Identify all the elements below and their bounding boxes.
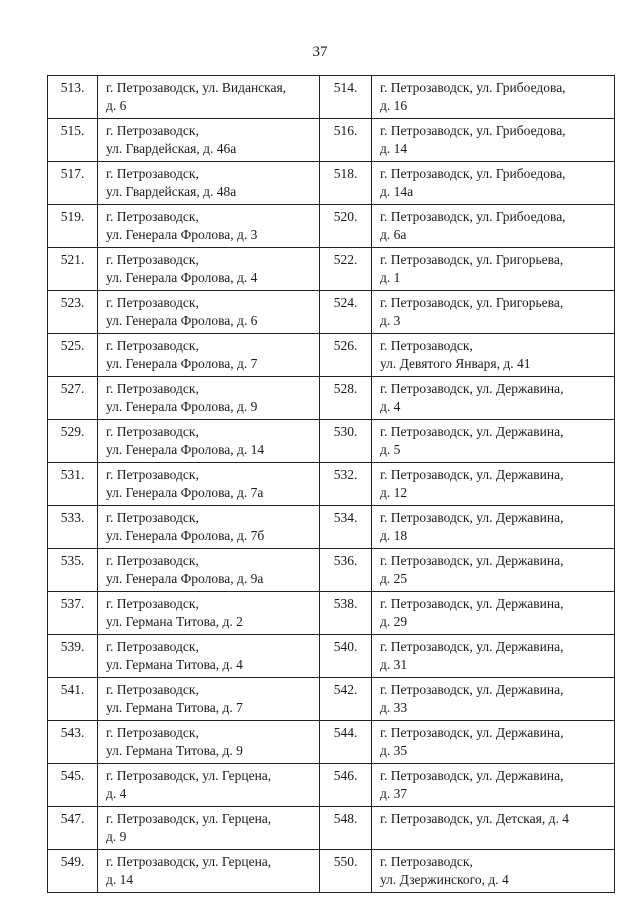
entry-number: 514. (320, 76, 372, 119)
entry-address (98, 592, 320, 635)
entry-number: 533. (48, 506, 98, 549)
entry-address (98, 205, 320, 248)
address-line: г. Петрозаводск, ул. Державина, (380, 553, 564, 568)
address-line: г. Петрозаводск, ул. Державина, (380, 639, 564, 654)
entry-address (372, 635, 615, 678)
address-line: д. 37 (380, 786, 408, 801)
entry-address (372, 850, 615, 893)
entry-number: 522. (320, 248, 372, 291)
address-line: ул. Гвардейская, д. 48а (106, 184, 237, 199)
address-line: г. Петрозаводск, (106, 510, 199, 525)
address-line: ул. Генерала Фролова, д. 9а (106, 571, 264, 586)
entry-number: 529. (48, 420, 98, 463)
address-line: д. 31 (380, 657, 408, 672)
entry-number: 530. (320, 420, 372, 463)
entry-number: 518. (320, 162, 372, 205)
entry-number: 535. (48, 549, 98, 592)
address-line: д. 9 (106, 829, 127, 844)
entry-number: 525. (48, 334, 98, 377)
address-line: г. Петрозаводск, ул. Герцена, (106, 854, 272, 869)
table-row (48, 850, 615, 893)
entry-number: 537. (48, 592, 98, 635)
entry-number: 515. (48, 119, 98, 162)
address-line: г. Петрозаводск, ул. Державина, (380, 596, 564, 611)
entry-number: 524. (320, 291, 372, 334)
entry-number: 547. (48, 807, 98, 850)
entry-address (98, 850, 320, 893)
entry-number: 538. (320, 592, 372, 635)
address-line: д. 6 (106, 98, 127, 113)
address-line: д. 4 (106, 786, 127, 801)
entry-address (98, 377, 320, 420)
entry-address (98, 248, 320, 291)
address-line: г. Петрозаводск, (106, 553, 199, 568)
address-line: г. Петрозаводск, (106, 209, 199, 224)
address-table (47, 75, 615, 893)
entry-number: 523. (48, 291, 98, 334)
entry-address (372, 420, 615, 463)
entry-number: 516. (320, 119, 372, 162)
entry-address (98, 506, 320, 549)
address-line: д. 3 (380, 313, 401, 328)
entry-address (372, 334, 615, 377)
entry-address (98, 162, 320, 205)
table-row (48, 119, 615, 162)
address-line: г. Петрозаводск, ул. Грибоедова, (380, 123, 566, 138)
address-line: г. Петрозаводск, ул. Державина, (380, 381, 564, 396)
entry-number: 540. (320, 635, 372, 678)
address-line: ул. Германа Титова, д. 9 (106, 743, 243, 758)
entry-number: 532. (320, 463, 372, 506)
address-line: г. Петрозаводск, ул. Герцена, (106, 811, 272, 826)
address-line: д. 16 (380, 98, 408, 113)
entry-address (98, 119, 320, 162)
address-line: г. Петрозаводск, ул. Грибоедова, (380, 166, 566, 181)
address-line: г. Петрозаводск, (106, 725, 199, 740)
entry-number: 539. (48, 635, 98, 678)
entry-address (372, 592, 615, 635)
entry-address (372, 506, 615, 549)
address-line: г. Петрозаводск, (106, 338, 199, 353)
address-line: д. 33 (380, 700, 408, 715)
entry-number: 545. (48, 764, 98, 807)
table-row (48, 334, 615, 377)
entry-address (98, 549, 320, 592)
address-line: д. 12 (380, 485, 408, 500)
address-line: г. Петрозаводск, ул. Виданская, (106, 80, 287, 95)
address-line: г. Петрозаводск, ул. Державина, (380, 467, 564, 482)
address-line: г. Петрозаводск, (106, 123, 199, 138)
entry-number: 520. (320, 205, 372, 248)
entry-address (98, 635, 320, 678)
table-row (48, 635, 615, 678)
entry-address (98, 807, 320, 850)
table-row (48, 205, 615, 248)
entry-address (372, 248, 615, 291)
entry-number: 534. (320, 506, 372, 549)
table-row (48, 549, 615, 592)
address-line: г. Петрозаводск, ул. Грибоедова, (380, 80, 566, 95)
entry-address (372, 162, 615, 205)
entry-address (372, 549, 615, 592)
address-line: г. Петрозаводск, ул. Григорьева, (380, 295, 564, 310)
entry-number: 513. (48, 76, 98, 119)
entry-address (372, 678, 615, 721)
address-line: ул. Генерала Фролова, д. 14 (106, 442, 265, 457)
address-line: г. Петрозаводск, ул. Григорьева, (380, 252, 564, 267)
address-line: д. 29 (380, 614, 408, 629)
entry-number: 526. (320, 334, 372, 377)
entry-number: 527. (48, 377, 98, 420)
entry-number: 536. (320, 549, 372, 592)
entry-address (372, 463, 615, 506)
address-line: г. Петрозаводск, ул. Державина, (380, 725, 564, 740)
address-line: г. Петрозаводск, (380, 854, 473, 869)
address-line: д. 18 (380, 528, 408, 543)
table-row (48, 162, 615, 205)
address-line: г. Петрозаводск, ул. Державина, (380, 682, 564, 697)
address-line: ул. Германа Титова, д. 2 (106, 614, 243, 629)
entry-address (372, 291, 615, 334)
address-line: ул. Генерала Фролова, д. 6 (106, 313, 258, 328)
address-line: ул. Генерала Фролова, д. 7б (106, 528, 265, 543)
entry-address (98, 678, 320, 721)
entry-number: 548. (320, 807, 372, 850)
table-row (48, 463, 615, 506)
address-line: г. Петрозаводск, (106, 424, 199, 439)
address-line: д. 6а (380, 227, 407, 242)
address-table-body (48, 76, 615, 893)
address-line: д. 35 (380, 743, 408, 758)
entry-number: 519. (48, 205, 98, 248)
address-line: г. Петрозаводск, (106, 682, 199, 697)
entry-address (372, 377, 615, 420)
address-line: г. Петрозаводск, (106, 467, 199, 482)
address-line: д. 14 (106, 872, 134, 887)
address-line: д. 25 (380, 571, 408, 586)
entry-number: 543. (48, 721, 98, 764)
entry-address (98, 420, 320, 463)
entry-address (98, 291, 320, 334)
entry-number: 544. (320, 721, 372, 764)
table-row (48, 506, 615, 549)
table-row (48, 377, 615, 420)
address-line: д. 14а (380, 184, 414, 199)
table-row (48, 721, 615, 764)
address-line: г. Петрозаводск, ул. Герцена, (106, 768, 272, 783)
address-line: г. Петрозаводск, (380, 338, 473, 353)
entry-address (372, 721, 615, 764)
address-line: г. Петрозаводск, ул. Державина, (380, 510, 564, 525)
address-line: г. Петрозаводск, ул. Державина, (380, 768, 564, 783)
entry-address (372, 119, 615, 162)
entry-address (372, 764, 615, 807)
table-row (48, 678, 615, 721)
entry-address (372, 205, 615, 248)
address-line: ул. Германа Титова, д. 7 (106, 700, 243, 715)
table-row (48, 291, 615, 334)
entry-number: 549. (48, 850, 98, 893)
entry-number: 541. (48, 678, 98, 721)
entry-address (98, 463, 320, 506)
address-line: г. Петрозаводск, (106, 596, 199, 611)
address-line: ул. Девятого Января, д. 41 (380, 356, 531, 371)
address-line: г. Петрозаводск, ул. Державина, (380, 424, 564, 439)
table-row (48, 248, 615, 291)
address-line: г. Петрозаводск, (106, 252, 199, 267)
address-line: ул. Генерала Фролова, д. 7а (106, 485, 264, 500)
entry-number: 542. (320, 678, 372, 721)
entry-address (98, 721, 320, 764)
address-line: ул. Дзержинского, д. 4 (380, 872, 509, 887)
address-line: ул. Генерала Фролова, д. 9 (106, 399, 258, 414)
entry-number: 521. (48, 248, 98, 291)
address-line: д. 5 (380, 442, 401, 457)
table-row (48, 420, 615, 463)
address-line: ул. Германа Титова, д. 4 (106, 657, 243, 672)
address-line: д. 4 (380, 399, 401, 414)
entry-number: 550. (320, 850, 372, 893)
address-line: ул. Генерала Фролова, д. 4 (106, 270, 258, 285)
entry-number: 528. (320, 377, 372, 420)
table-row (48, 764, 615, 807)
page-number: 37 (312, 44, 328, 60)
entry-number: 546. (320, 764, 372, 807)
table-row (48, 76, 615, 119)
address-line: ул. Генерала Фролова, д. 7 (106, 356, 258, 371)
table-row (48, 807, 615, 850)
table-row (48, 592, 615, 635)
entry-number: 517. (48, 162, 98, 205)
entry-address (98, 334, 320, 377)
address-line: д. 1 (380, 270, 401, 285)
address-line: г. Петрозаводск, (106, 381, 199, 396)
entry-address (372, 807, 615, 850)
address-line: ул. Гвардейская, д. 46а (106, 141, 237, 156)
address-line: д. 14 (380, 141, 408, 156)
address-line: г. Петрозаводск, ул. Грибоедова, (380, 209, 566, 224)
address-line: ул. Генерала Фролова, д. 3 (106, 227, 258, 242)
entry-address (98, 76, 320, 119)
address-line: г. Петрозаводск, (106, 295, 199, 310)
entry-address (98, 764, 320, 807)
entry-address (372, 76, 615, 119)
address-line: г. Петрозаводск, ул. Детская, д. 4 (380, 811, 569, 826)
address-line: г. Петрозаводск, (106, 639, 199, 654)
entry-number: 531. (48, 463, 98, 506)
address-line: г. Петрозаводск, (106, 166, 199, 181)
